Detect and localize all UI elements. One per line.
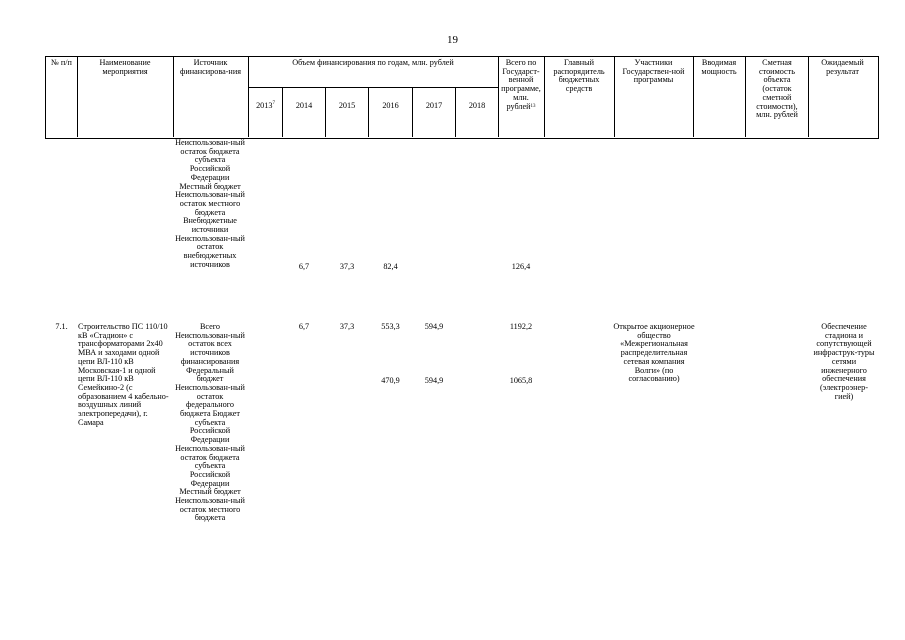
header-participants: Участники Государствен-ной программы [622,58,685,85]
item-result: Обеспечение стадиона и сопутствующей инфраструк-туры сетями инженерного обеспечения (электроэнер-гией) [813,322,875,401]
extrabudget-2014: 6,7 [298,262,310,271]
header-source: Источник финансирова-ния [180,58,241,76]
header-year-2013: 2013$^7$ [256,101,275,110]
header-year-2015: 2015 [338,101,356,110]
page-number: 19 [447,34,458,46]
total-2016: 553,3 [381,322,400,331]
item-name: Строительство ПС 110/10 кВ «Стадион» с трансформаторами 2х40 МВА и заходами одной цепи ВЛ-110 кВ Московская-1 и одной цепи ВЛ-110 кВ Семейкино-2 (с образованием 4 кабельно-воздушных линий электропередачи), г. Самара [78,322,169,427]
extrabudget-total: 126,4 [511,262,531,271]
extrabudget-2015: 37,3 [339,262,355,271]
federal-total: 1065,8 [509,376,533,385]
total-2014: 6,7 [298,322,310,331]
total-2015: 37,3 [339,322,355,331]
header-funding: Объем финансирования по годам, млн. рублей [292,58,454,67]
header-name: Наименование мероприятия [99,58,151,76]
header-number: № п/п [51,58,72,67]
total-footnote: 13 [530,103,536,109]
header-result: Ожидаемый результат [821,58,864,76]
federal-2016: 470,9 [381,376,400,385]
header-year-2017: 2017 [425,101,443,110]
item-participant: Открытое акционерное общество «Межрегиональная распределительная сетевая компания Волги» (по согласованию) [613,322,695,384]
header-year-2018: 2018 [468,101,486,110]
header-year-2014: 2014 [295,101,313,110]
header-capacity: Вводимая мощность [701,58,737,76]
header-total: Всего по Государст-венной программе, млн. рублей$^{13}$ [501,58,541,111]
total-2017: 594,9 [424,322,444,331]
upper-sources: Неиспользован-ный остаток бюджета субъекта Российской Федерации Местный бюджет Неиспользован-ный остаток местного бюджета Внебюджетные источники Неиспользован-ный остаток внебюджетных источников [175,138,245,269]
total-all: 1192,2 [509,322,533,331]
item-number: 7.1. [55,322,68,331]
header-year-2016: 2016 [382,101,399,110]
year-footnote: 7 [272,101,275,106]
header-estimate: Сметная стоимость объекта (остаток сметной стоимости), млн. рублей [756,58,798,120]
extrabudget-2016: 82,4 [383,262,398,271]
header-distributor: Главный распорядитель бюджетных средств [553,58,605,94]
item-sources: Всего Неиспользован-ный остаток всех источников финансирования Федеральный бюджет Неиспользован-ный остаток федерального бюджета Бюджет субъекта Российской Федерации Неиспользован-ный остаток бюджета субъекта Российской Федерации Местный бюджет Неиспользован-ный остаток местного бюджета [175,322,245,523]
federal-2017: 594,9 [424,376,444,385]
